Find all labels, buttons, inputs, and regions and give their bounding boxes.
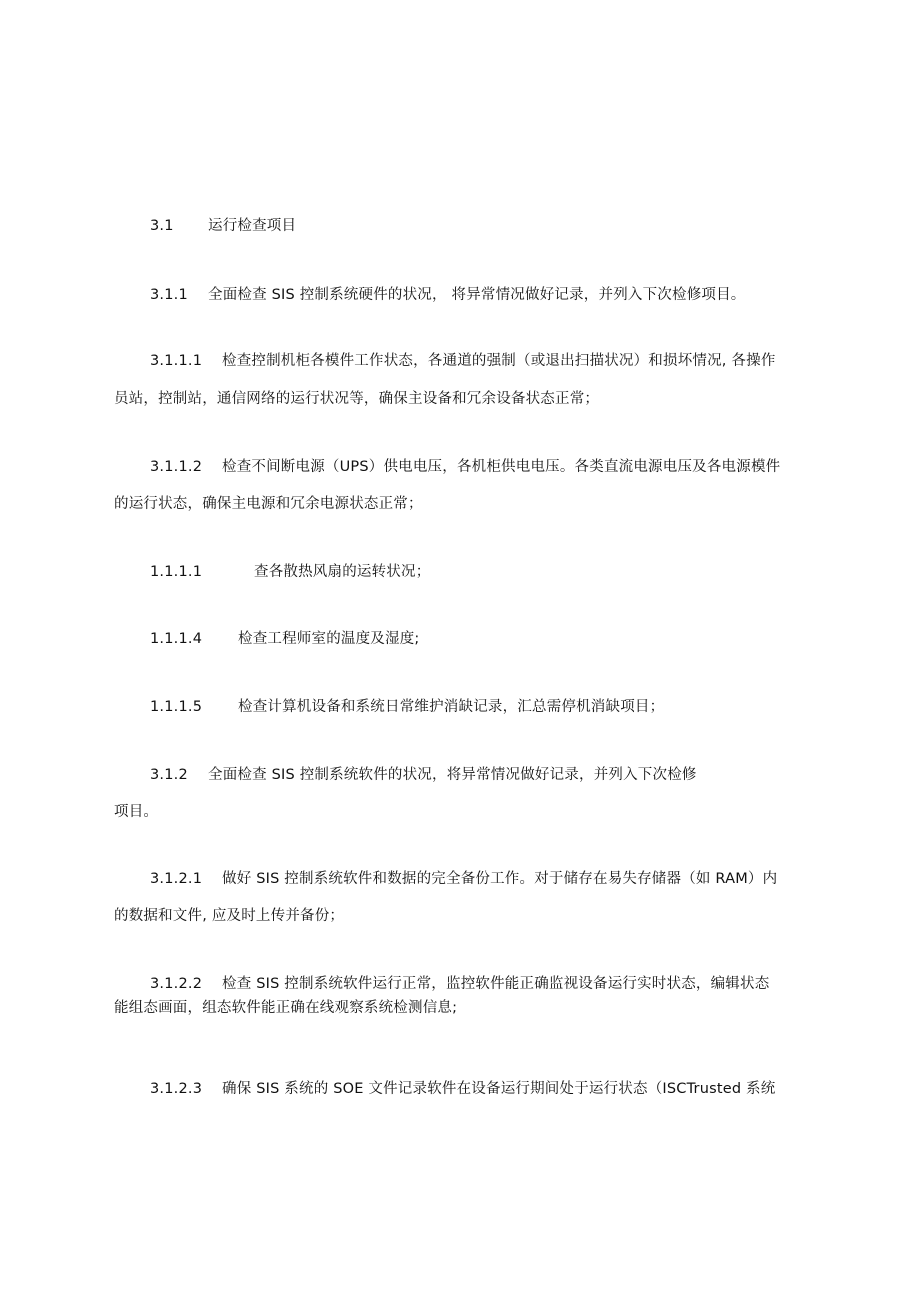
section-text: 运行检查项目 [208,218,297,234]
section-number: 3.1.1 [150,287,188,303]
paragraph-first-line [150,457,780,477]
section-text: 检查 SIS 控制系统软件运行正常，监控软件能正确监视设备运行实时状态，编辑状态 [222,976,770,992]
section-text: 检查工程师室的温度及湿度; [238,631,420,647]
paragraph-continuation: 能组态画面，组态软件能正确在线观察系统检测信息; [114,1000,458,1016]
section-number: 1.1.1.5 [150,699,203,715]
paragraph-first-line [150,974,769,994]
section-text: 查各散热风扇的运转状况； [254,564,431,580]
section-heading [150,285,746,305]
list-item [150,697,664,717]
section-number: 3.1.2.1 [150,871,203,887]
paragraph-continuation: 的数据和文件, 应及时上传并备份； [114,908,345,924]
section-text: 确保 SIS 系统的 SOE 文件记录软件在设备运行期间处于运行状态（ISCTrusted 系统 [222,1081,776,1097]
list-item [150,629,419,649]
paragraph-first-line [150,1079,775,1099]
section-heading [150,216,296,236]
section-number: 3.1.2.3 [150,1081,203,1097]
section-number: 3.1.1.2 [150,459,203,475]
section-number: 1.1.1.1 [150,564,203,580]
paragraph-first-line [150,869,777,889]
section-text: 全面检查 SIS 控制系统硬件的状况， 将异常情况做好记录，并列入下次检修项目。 [208,287,746,303]
section-number: 1.1.1.4 [150,631,203,647]
paragraph-first-line [150,351,776,371]
section-number: 3.1.2 [150,767,188,783]
section-number: 3.1.1.1 [150,353,203,369]
list-item [150,562,430,582]
section-text: 检查控制机柜各模件工作状态，各通道的强制（或退出扫描状况）和损坏情况, 各操作 [222,353,776,369]
paragraph-continuation: 的运行状态，确保主电源和冗余电源状态正常； [114,496,423,512]
section-text: 检查不间断电源（UPS）供电电压，各机柜供电电压。各类直流电源电压及各电源模件 [222,459,781,475]
section-text: 检查计算机设备和系统日常维护消缺记录，汇总需停机消缺项目； [238,699,665,715]
paragraph-continuation: 员站，控制站，通信网络的运行状况等，确保主设备和冗余设备状态正常； [114,391,600,407]
paragraph-continuation: 项目。 [114,804,159,820]
section-number: 3.1.2.2 [150,976,203,992]
section-number: 3.1 [150,218,174,234]
section-text: 做好 SIS 控制系统软件和数据的完全备份工作。对于储存在易失存储器（如 RAM）内 [222,871,778,887]
paragraph-first-line [150,765,697,785]
section-text: 全面检查 SIS 控制系统软件的状况，将异常情况做好记录，并列入下次检修 [208,767,697,783]
